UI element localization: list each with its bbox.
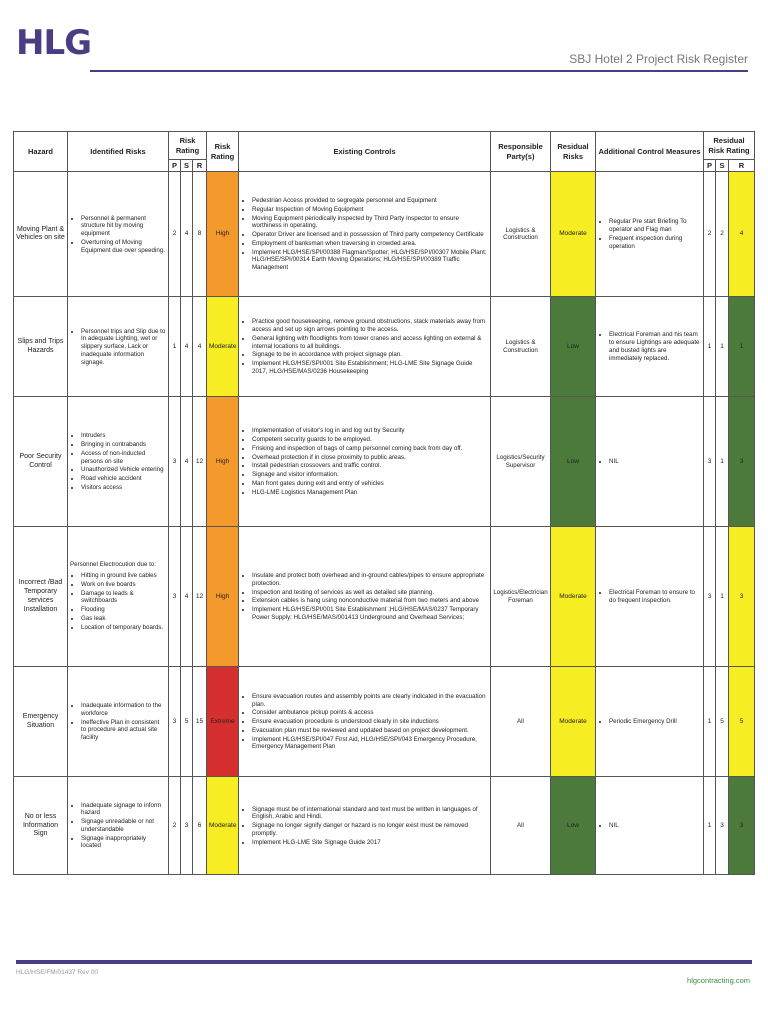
header-identified-risks: Identified Risks <box>68 132 169 172</box>
control-item: • Man front gates during exit and entry of vehicles <box>252 480 488 488</box>
risk-score-value: 12 <box>193 527 207 667</box>
residual-severity-value: 1 <box>716 527 729 667</box>
control-item: • Regular Inspection of Moving Equipment <box>252 206 488 214</box>
control-item: • General lighting with floodlights from tower cranes and access lighting on external & internal locations to all buildings. <box>252 335 488 351</box>
identified-risk-item: • Ineffective Plan in consistent to procedure and actual site facility <box>81 719 166 742</box>
residual-risk-score-value: 1 <box>729 297 755 397</box>
residual-probability-value: 3 <box>704 527 716 667</box>
identified-risk-item: • Unauthorized Vehicle entering <box>81 466 166 474</box>
control-item: • Signage and visitor information. <box>252 471 488 479</box>
control-item: • Inspection and testing of services as well as detailed site planning. <box>252 589 488 597</box>
additional-control-item-list <box>598 718 701 726</box>
existing-controls-cell <box>239 172 491 297</box>
additional-control-item: • Electrical Foreman to ensure to do frequent inspection. <box>609 589 701 605</box>
identified-risk-item: • Road vehicle accident <box>81 475 166 483</box>
control-item: • Insulate and protect both overhead and in-ground cables/pipes to ensure appropriate protection. <box>252 572 488 588</box>
probability-value: 1 <box>169 297 181 397</box>
control-item: • Practice good housekeeping, remove ground obstructions, stack materials away from access and set up sign arrows pointing to the access. <box>252 318 488 334</box>
control-item: • HLG-LME Logistics Management Plan <box>252 489 488 497</box>
additional-control-item: • NIL <box>609 458 701 466</box>
identified-risk-item: • Hitting in ground live cables <box>81 572 166 580</box>
header-existing-controls: Existing Controls <box>239 132 491 172</box>
table-row <box>14 777 755 875</box>
additional-controls-cell <box>596 397 704 527</box>
footer-divider <box>16 960 752 964</box>
additional-controls-cell <box>596 297 704 397</box>
additional-controls-cell <box>596 667 704 777</box>
residual-risk-badge: Low <box>551 777 596 875</box>
control-item: • Frisking and inspection of bags of camp personnel coming back from day off. <box>252 445 488 453</box>
header-residual-r: R <box>729 160 755 172</box>
residual-probability-value: 1 <box>704 297 716 397</box>
residual-probability-value: 1 <box>704 777 716 875</box>
header-divider <box>90 70 748 72</box>
control-item: • Pedestrian Access provided to segregate personnel and Equipment <box>252 197 488 205</box>
footer-website-link[interactable]: hlgcontracting.com <box>687 976 750 985</box>
risk-score-value: 6 <box>193 777 207 875</box>
severity-value: 3 <box>181 777 193 875</box>
additional-control-item-list <box>598 218 701 250</box>
residual-probability-value: 2 <box>704 172 716 297</box>
identified-risks-cell <box>68 297 169 397</box>
control-item: • Employment of banksman when traversing in crowded area. <box>252 240 488 248</box>
additional-control-item-list <box>598 458 701 466</box>
identified-risk-item-list <box>70 432 166 491</box>
header-residual-risk-rating: Residual Risk Rating <box>704 132 755 160</box>
risk-score-value: 12 <box>193 397 207 527</box>
identified-risk-item: • Location of temporary boards. <box>81 624 166 632</box>
control-item-list <box>241 806 488 847</box>
hazard-cell: Poor Security Control <box>14 397 68 527</box>
additional-control-item-list <box>598 822 701 830</box>
hazard-cell: Moving Plant & Vehicles on site <box>14 172 68 297</box>
table-row <box>14 172 755 297</box>
residual-risk-score-value: 4 <box>729 172 755 297</box>
control-item: • Operator Driver are licensed and in possession of Third party competency Certificate <box>252 231 488 239</box>
header-risk-rating: Risk Rating <box>207 132 239 172</box>
header-residual-p: P <box>704 160 716 172</box>
responsible-party-cell: All <box>491 777 551 875</box>
responsible-party-cell: Logistics & Construction <box>491 172 551 297</box>
identified-risk-item: • Inadequate signage to inform hazard <box>81 802 166 818</box>
risk-rating-badge: Moderate <box>207 777 239 875</box>
existing-controls-cell <box>239 667 491 777</box>
identified-risks-intro: Personnel Electrocution due to: <box>70 561 156 569</box>
residual-risk-badge: Moderate <box>551 527 596 667</box>
additional-control-item: • NIL <box>609 822 701 830</box>
control-item-list <box>241 693 488 751</box>
identified-risks-cell <box>68 172 169 297</box>
residual-risk-score-value: 3 <box>729 397 755 527</box>
control-item: • Extension cables is hang using nonconductive material from two meters and above <box>252 597 488 605</box>
probability-value: 2 <box>169 777 181 875</box>
identified-risks-cell <box>68 527 169 667</box>
header-additional-controls: Additional Control Measures <box>596 132 704 172</box>
control-item: • Ensure evacuation routes and assembly points are clearly indicated in the evacuation plan. <box>252 693 488 709</box>
control-item: • Overhead protection if in close proximity to public areas. <box>252 454 488 462</box>
probability-value: 3 <box>169 527 181 667</box>
identified-risk-item: • Bringing in contrabands <box>81 441 166 449</box>
control-item: • Consider ambulance pickup points & access <box>252 709 488 717</box>
severity-value: 4 <box>181 172 193 297</box>
risk-rating-badge: High <box>207 172 239 297</box>
identified-risk-item-list <box>70 215 166 255</box>
residual-risk-score-value: 5 <box>729 667 755 777</box>
identified-risk-item: • Access of non-inducted persons on site <box>81 450 166 466</box>
responsible-party-cell: Logistics/Security Supervisor <box>491 397 551 527</box>
document-title: SBJ Hotel 2 Project Risk Register <box>569 52 748 66</box>
identified-risk-item: • Inadequate information to the workforce <box>81 702 166 718</box>
severity-value: 4 <box>181 397 193 527</box>
responsible-party-cell: All <box>491 667 551 777</box>
hazard-cell: Slips and Trips Hazards <box>14 297 68 397</box>
control-item: • Implement HLG-LME Site Signage Guide 2017 <box>252 839 488 847</box>
residual-risk-badge: Low <box>551 297 596 397</box>
identified-risk-item: • Visitors access <box>81 484 166 492</box>
responsible-party-cell: Logistics/Electrician Foreman <box>491 527 551 667</box>
footer-document-ref: HLG/HSE/FM/01437 Rev 00 <box>16 969 99 976</box>
header-s: S <box>181 160 193 172</box>
control-item: • Ensure evacuation procedure is understood clearly in site inductions <box>252 718 488 726</box>
control-item: • Implement HLG/HSE/SPI/047 First Aid, HLG/HSE/SPI/043 Emergency Procedure, Emergency Management Plan <box>252 736 488 752</box>
risk-rating-badge: Moderate <box>207 297 239 397</box>
probability-value: 3 <box>169 397 181 527</box>
identified-risk-item: • Overturning of Moving Equipment due over speeding. <box>81 239 166 255</box>
additional-controls-cell <box>596 527 704 667</box>
control-item: • Implement HLG/HSE/SPI/00388 Flagman/Spotter; HLG/HSE/SPI/00307 Mobile Plant; HLG/HSE/SPI/00314 Earth Moving Operations; HLG/HSE/SPI/00389 Traffic Management <box>252 249 488 272</box>
identified-risk-item: • Signage inappropriately located <box>81 835 166 851</box>
identified-risks-cell <box>68 777 169 875</box>
table-row <box>14 297 755 397</box>
control-item-list <box>241 318 488 375</box>
header-r: R <box>193 160 207 172</box>
control-item: • Install pedestrian crossovers and traffic control. <box>252 462 488 470</box>
control-item-list <box>241 572 488 622</box>
header-residual-s: S <box>716 160 729 172</box>
header-responsible-party: Responsible Party(s) <box>491 132 551 172</box>
existing-controls-cell <box>239 297 491 397</box>
identified-risk-item: • Intruders <box>81 432 166 440</box>
risk-rating-badge: High <box>207 527 239 667</box>
control-item: • Moving Equipment periodically inspected by Third Party Inspector to ensure worthiness in operating. <box>252 215 488 231</box>
risk-score-value: 15 <box>193 667 207 777</box>
residual-risk-badge: Moderate <box>551 667 596 777</box>
responsible-party-cell: Logistics & Construction <box>491 297 551 397</box>
risk-rating-badge: Extreme <box>207 667 239 777</box>
identified-risk-item-list <box>70 702 166 742</box>
identified-risk-item: • Work on live boards <box>81 581 166 589</box>
risk-register-table <box>13 131 755 875</box>
identified-risk-item: • Signage unreadable or not understandable <box>81 818 166 834</box>
risk-score-value: 4 <box>193 297 207 397</box>
residual-severity-value: 1 <box>716 397 729 527</box>
risk-rating-badge: High <box>207 397 239 527</box>
residual-severity-value: 3 <box>716 777 729 875</box>
identified-risks-cell <box>68 667 169 777</box>
residual-probability-value: 1 <box>704 667 716 777</box>
risk-score-value: 8 <box>193 172 207 297</box>
residual-probability-value: 3 <box>704 397 716 527</box>
risk-register-body <box>14 172 755 875</box>
control-item: • Implementation of visitor's log in and log out by Security <box>252 427 488 435</box>
header-residual-risks: Residual Risks <box>551 132 596 172</box>
probability-value: 2 <box>169 172 181 297</box>
identified-risk-item-list <box>70 328 166 367</box>
hazard-cell: Incorrect /Bad Temporary services Installation <box>14 527 68 667</box>
existing-controls-cell <box>239 527 491 667</box>
hazard-cell: Emergency Situation <box>14 667 68 777</box>
residual-severity-value: 2 <box>716 172 729 297</box>
identified-risks-cell <box>68 397 169 527</box>
control-item: • Signage no longer signify danger or hazard is no longer exist must be removed promptly. <box>252 822 488 838</box>
residual-risk-badge: Low <box>551 397 596 527</box>
existing-controls-cell <box>239 397 491 527</box>
additional-control-item-list <box>598 331 701 362</box>
header-hazard: Hazard <box>14 132 68 172</box>
residual-risk-score-value: 3 <box>729 527 755 667</box>
identified-risk-item: • Damage to leads & switchboards <box>81 590 166 606</box>
control-item: • Implement HLG/HSE/SPI/001 Site Establishment ;HLG/HSE/MAS/0237 Temporary Power Supply; HLG/HSE/MAS/001413 Underground and Overhead Services; <box>252 606 488 622</box>
control-item-list <box>241 197 488 272</box>
additional-control-item: • Regular Pre start Briefing To operator and Flag man <box>609 218 701 234</box>
identified-risk-item-list <box>70 802 166 851</box>
header-risk-rating-pxs: Risk Rating <box>169 132 207 160</box>
additional-control-item-list <box>598 589 701 605</box>
probability-value: 3 <box>169 667 181 777</box>
table-row <box>14 667 755 777</box>
identified-risk-item-list <box>70 572 166 631</box>
table-row <box>14 397 755 527</box>
residual-risk-score-value: 3 <box>729 777 755 875</box>
additional-controls-cell <box>596 777 704 875</box>
additional-control-item: • Electrical Foreman and his team to ensure Lightings are adequate and busted lights are immediately replaced. <box>609 331 701 362</box>
existing-controls-cell <box>239 777 491 875</box>
header-p: P <box>169 160 181 172</box>
identified-risk-item: • Personnel trips and Slip due to In adequate Lighting, wet or slippery surface, Lack or inadequate information signage. <box>81 328 166 367</box>
table-row <box>14 527 755 667</box>
control-item: • Competent security guards to be employed. <box>252 436 488 444</box>
additional-control-item: • Frequent inspection during operation <box>609 235 701 251</box>
identified-risk-item: • Flooding <box>81 606 166 614</box>
severity-value: 4 <box>181 297 193 397</box>
residual-risk-badge: Moderate <box>551 172 596 297</box>
control-item: • Signage must be of international standard and text must be written in languages of English, Arabic and Hindi. <box>252 806 488 822</box>
residual-severity-value: 5 <box>716 667 729 777</box>
severity-value: 5 <box>181 667 193 777</box>
control-item: • Implement HLG/HSE/SPI/001 Site Establishment; HLG-LME Site Signage Guide 2017, HLG/HSE/MAS/0236 Housekeeping <box>252 360 488 376</box>
hazard-cell: No or less Information Sign <box>14 777 68 875</box>
identified-risk-item: • Personnel & permanent structure hit by moving equipment <box>81 215 166 238</box>
control-item-list <box>241 427 488 496</box>
control-item: • Evacuation plan must be reviewed and updated based on project development. <box>252 727 488 735</box>
severity-value: 4 <box>181 527 193 667</box>
company-logo: HLG <box>16 23 92 63</box>
residual-severity-value: 1 <box>716 297 729 397</box>
additional-controls-cell <box>596 172 704 297</box>
control-item: • Signage to be in accordance with project signage plan. <box>252 351 488 359</box>
additional-control-item: • Periodic Emergency Drill <box>609 718 701 726</box>
identified-risk-item: • Gas leak <box>81 615 166 623</box>
